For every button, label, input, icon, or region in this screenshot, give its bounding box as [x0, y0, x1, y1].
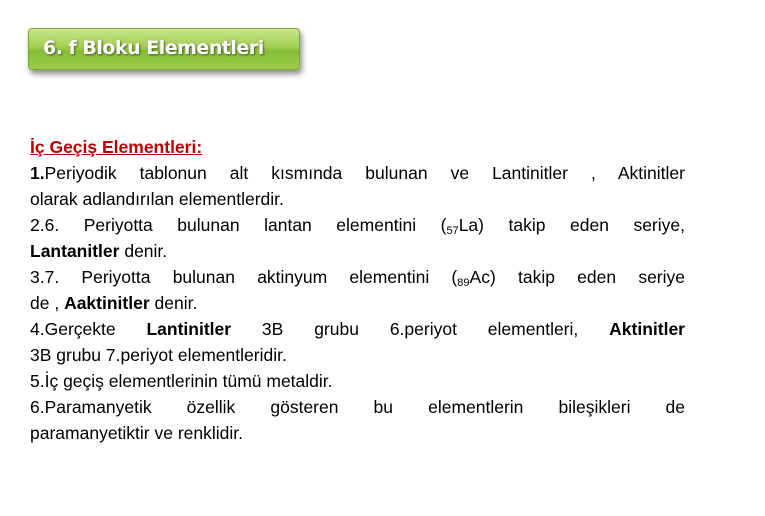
item-3-text-d: denir.: [149, 293, 198, 313]
item-2-line-2: [30, 238, 685, 264]
item-2-text-c: denir.: [119, 241, 168, 261]
item-3-line-2: [30, 290, 685, 316]
section-heading: İç Geçiş Elementleri:: [30, 137, 203, 157]
item-1-line-2: olarak adlandırılan elementlerdir.: [30, 189, 284, 209]
item-3-text-c: de ,: [30, 293, 65, 313]
item-4-line-2: 3B grubu 7.periyot elementleridir.: [30, 345, 287, 365]
item-4-text-b: 3B grubu 6.periyot elementleri,: [231, 319, 610, 339]
item-3-text-a: 3.7. Periyotta bulunan aktinyum elementini (: [30, 267, 458, 287]
item-4-bold-term-1: Lantinitler: [146, 319, 232, 339]
item-2-text-a: 2.6. Periyotta bulunan lantan elementini (: [30, 215, 447, 235]
item-3-text-b: Ac) takip eden seriye: [469, 267, 686, 287]
item-2-text-b: La) takip eden seriye,: [458, 215, 685, 235]
item-1-text: Periyodik tablonun alt kısmında bulunan ve Lantinitler , Aktinitler: [44, 163, 685, 183]
content-text: [30, 134, 685, 446]
item-2-line-1: [30, 212, 685, 238]
item-4-bold-term-2: Aktinitler: [609, 319, 685, 339]
item-4-line-1: [30, 316, 685, 342]
item-3-subscript: 89: [457, 277, 470, 289]
item-4-text-a: 4.Gerçekte: [30, 319, 147, 339]
slide-title: 6. f Bloku Elementleri: [43, 37, 264, 59]
item-6-line-2: paramanyetiktir ve renklidir.: [30, 423, 243, 443]
item-3-bold-term: Aaktinitler: [64, 293, 150, 313]
item-1-number: 1.: [30, 163, 45, 183]
item-2-bold-term: Lantanitler: [30, 241, 120, 261]
item-3-line-1: [30, 264, 685, 290]
item-5-line: 5.İç geçiş elementlerinin tümü metaldir.: [30, 371, 333, 391]
title-banner: [28, 28, 300, 70]
item-1-line-1: [30, 160, 685, 186]
item-6-line-1: 6.Paramanyetik özellik gösteren bu elementlerin bileşikleri de: [30, 397, 685, 417]
item-2-subscript: 57: [446, 225, 459, 237]
